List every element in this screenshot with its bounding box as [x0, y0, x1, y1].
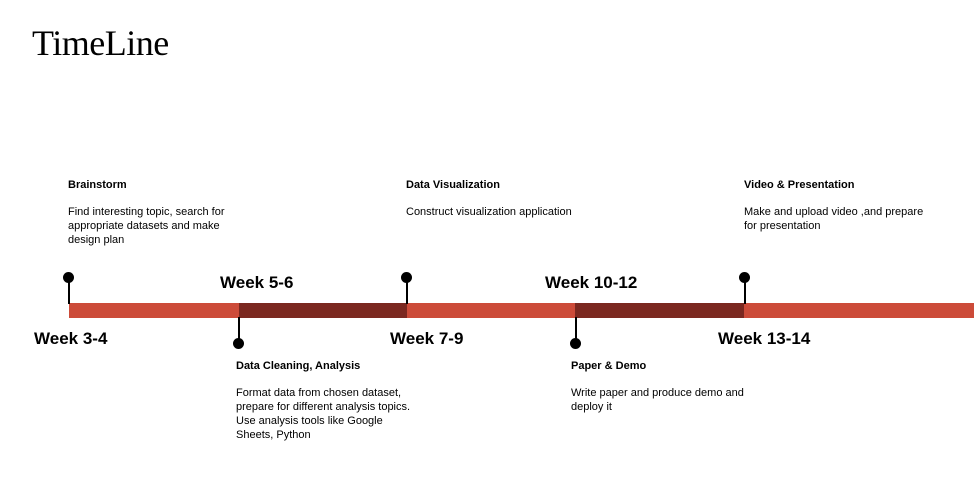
page-title: TimeLine [32, 23, 169, 63]
timeline-segment-5 [744, 303, 974, 318]
timeline-bar [69, 303, 974, 318]
phase-description: Format data from chosen dataset, prepare for different analysis topics. Use analysis tools like Google Sheets, Python [236, 387, 411, 441]
timeline-segment-3 [407, 303, 575, 318]
timeline-segment-2 [239, 303, 407, 318]
phase-video-presentation [744, 179, 924, 233]
phase-data-cleaning [236, 360, 416, 442]
phase-paper-demo [571, 360, 751, 414]
timeline-segment-4 [575, 303, 744, 318]
phase-description: Make and upload video ,and prepare for presentation [744, 206, 924, 232]
phase-title: Video & Presentation [744, 179, 855, 191]
week-label-3: Week 7-9 [390, 329, 464, 348]
week-label-5: Week 13-14 [718, 329, 811, 348]
phase-title: Brainstorm [68, 179, 127, 191]
phase-description: Write paper and produce demo and deploy it [571, 387, 744, 413]
marker-dot-4 [570, 338, 581, 349]
marker-dot-3 [401, 272, 412, 283]
phase-description: Construct visualization application [406, 206, 572, 218]
phase-title: Data Cleaning, Analysis [236, 360, 361, 372]
phase-brainstorm [68, 179, 248, 247]
phase-title: Data Visualization [406, 179, 500, 191]
marker-dot-1 [63, 272, 74, 283]
week-label-4: Week 10-12 [545, 273, 638, 292]
marker-dot-2 [233, 338, 244, 349]
timeline-segment-1 [69, 303, 239, 318]
phase-description: Find interesting topic, search for appropriate datasets and make design plan [68, 206, 225, 246]
phase-title: Paper & Demo [571, 360, 647, 372]
marker-dot-5 [739, 272, 750, 283]
week-label-2: Week 5-6 [220, 273, 294, 292]
week-label-1: Week 3-4 [34, 329, 108, 348]
phase-data-visualization [406, 179, 596, 219]
